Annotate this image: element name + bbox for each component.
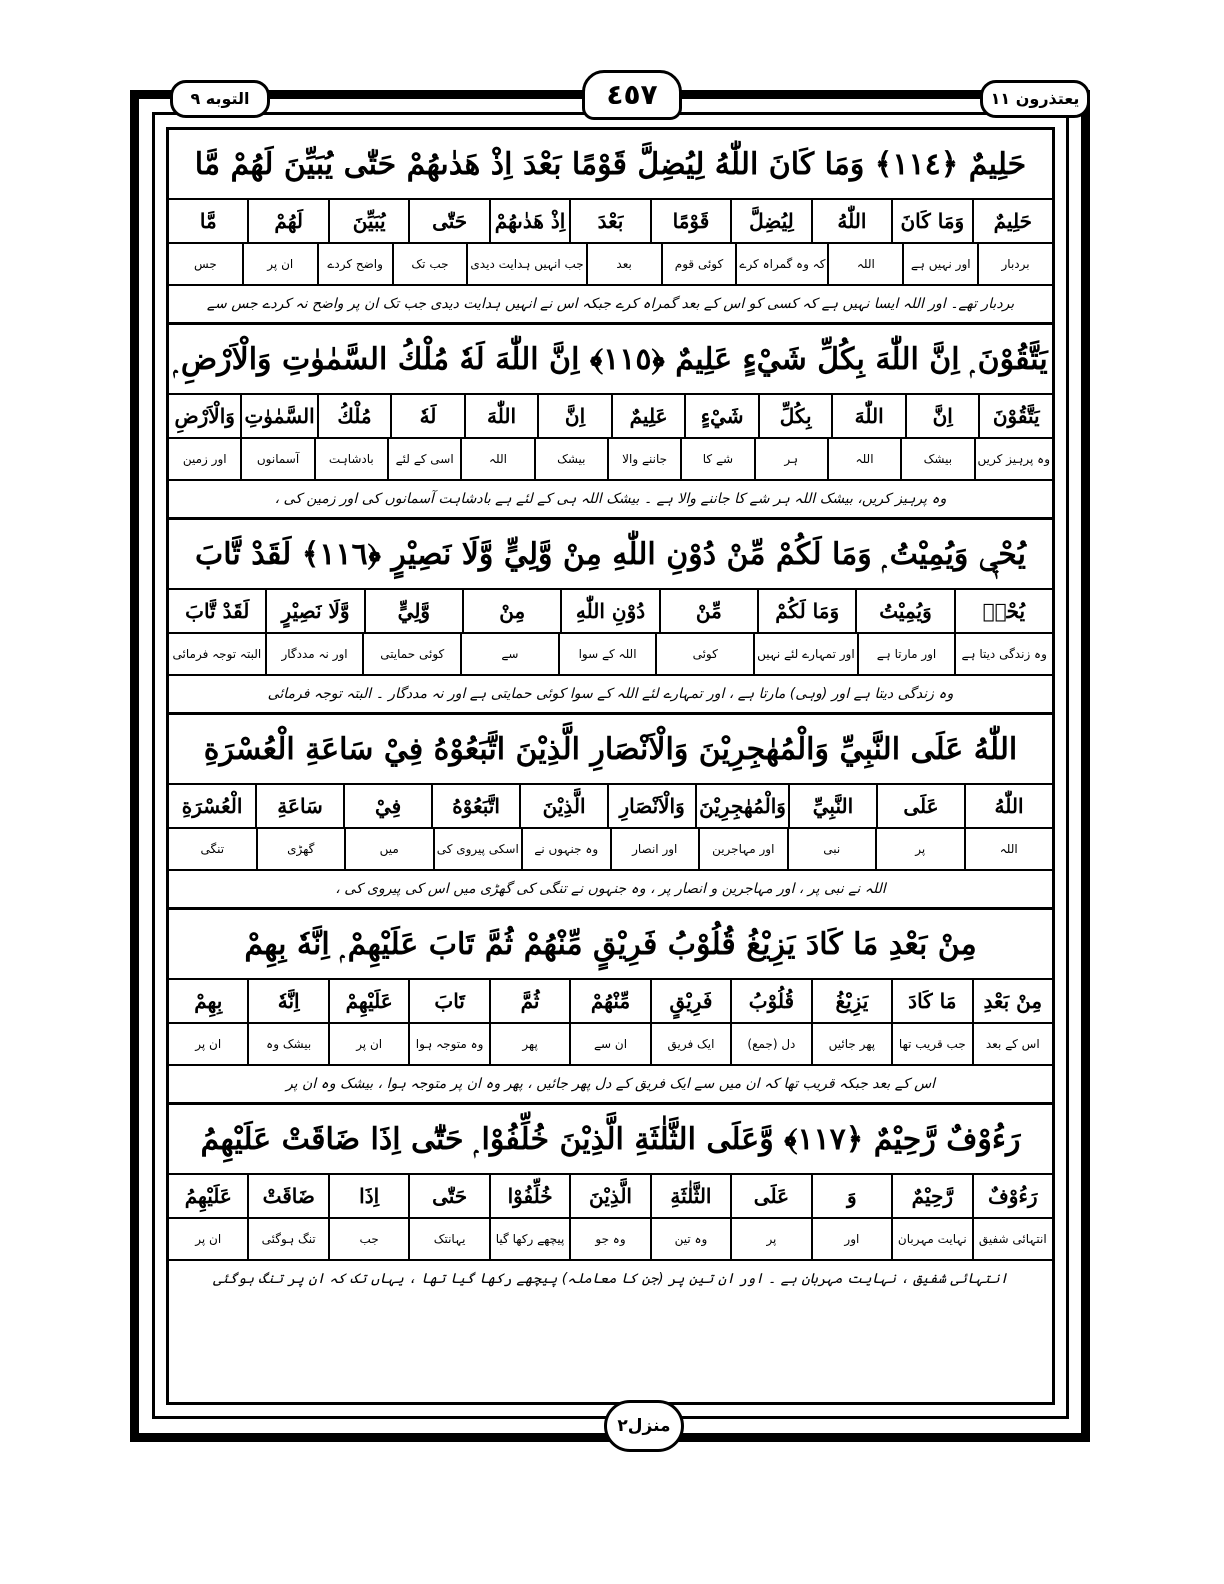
word-meaning: اسی کے لئے: [387, 439, 460, 479]
word-meaning: تنگی: [200, 842, 225, 856]
word-meaning: اور زمین: [182, 452, 227, 466]
word-row: [169, 590, 1052, 634]
word-row: [169, 200, 1052, 244]
urdu-translation: انتہائی شفیق ، نہایت مہربان ہے ۔ اور ان تین پر (جن کا معاملہ) پیچھے رکھا گیا تھا ، یہاں تک کہ ان پر تنگ ہوگئی: [213, 1271, 1008, 1287]
word-meaning: پیچھے رکھا گیا: [489, 1219, 569, 1259]
word-meaning: بردبار: [977, 244, 1052, 284]
word-meaning: وہ زندگی دیتا ہے: [954, 634, 1052, 674]
arabic-word: قَوْمًا: [650, 200, 730, 242]
arabic-word: فِيْ: [343, 785, 431, 827]
arabic-word: اِذَا: [328, 1175, 408, 1217]
word-meaning: اللہ: [827, 439, 900, 479]
word-meaning: البتہ توجہ فرمائی: [172, 647, 262, 661]
arabic-word: حَلِيمٌ: [972, 200, 1052, 242]
word-meaning: وہ تین: [650, 1219, 730, 1259]
word-meaning: اس کے بعد: [972, 1024, 1052, 1064]
arabic-verse-line: اللّٰهُ عَلَى النَّبِيِّ وَالْمُهٰجِرِيْنَ وَالْاَنْصَارِ الَّذِيْنَ اتَّبَعُوْهُ فِيْ سَاعَةِ الْعُسْرَةِ: [169, 715, 1052, 785]
word-meaning: یہانتک: [408, 1219, 488, 1259]
verse-block: [169, 130, 1052, 325]
arabic-word: قُلُوْبُ: [730, 980, 810, 1022]
word-meaning: جب قریب تھا: [891, 1024, 971, 1064]
arabic-verse-line: رَءُوْفٌ رَّحِيْمٌ ﴿١١٧﴾ وَّعَلَى الثَّلٰثَةِ الَّذِيْنَ خُلِّفُوْا ۭ حَتّٰٓى اِذَا ضَاقَتْ عَلَيْهِمُ: [169, 1105, 1052, 1175]
arabic-word: اِنَّهٗ: [247, 980, 327, 1022]
word-meaning: ہر: [754, 439, 827, 479]
word-meaning: وہ پرہیز کریں: [974, 439, 1053, 479]
word-meaning: بیشک وہ: [247, 1024, 327, 1064]
word-meaning: بعد: [586, 244, 661, 284]
word-meaning: اللہ: [827, 244, 902, 284]
word-meaning: گھڑی: [256, 829, 345, 869]
word-meaning: ان پر: [328, 1024, 408, 1064]
word-meaning: اور: [811, 1219, 891, 1259]
word-meaning: پھر: [489, 1024, 569, 1064]
arabic-word: وَالْاَنْصَارِ: [607, 785, 695, 827]
word-meaning: پر: [730, 1219, 810, 1259]
word-meaning: وہ متوجہ ہوا: [408, 1024, 488, 1064]
arabic-word: النَّبِيِّ: [788, 785, 876, 827]
arabic-verse-line: حَلِيمٌ ﴿١١٤﴾ وَمَا كَانَ اللّٰهُ لِيُضِلَّ قَوْمًا بَعْدَ اِذْ هَدٰىهُمْ حَتّٰى يُبَيِّنَ لَهُمْ مَّا: [169, 130, 1052, 200]
arabic-word: الَّذِيْنَ: [569, 1175, 649, 1217]
arabic-word: مِنْ: [462, 590, 560, 632]
word-meaning: جب تک: [392, 244, 467, 284]
arabic-word: لَقَدْ تَّابَ: [185, 599, 250, 623]
word-row: [169, 785, 1052, 829]
arabic-word: مِّنْهُمْ: [569, 980, 649, 1022]
word-meaning: بادشاہت: [314, 439, 387, 479]
meaning-row: [169, 634, 1052, 676]
word-meaning: شے کا: [680, 439, 753, 479]
arabic-word: وَيُمِيْتُ: [855, 590, 953, 632]
word-meaning: ان پر: [195, 1232, 222, 1246]
verse-block: [169, 715, 1052, 910]
surah-label: التوبه ٩: [170, 80, 270, 118]
page-number: ٤٥٧: [582, 70, 682, 120]
arabic-word: بِهِمْ: [194, 989, 223, 1013]
word-meaning: اور تمہارے لئے نہیں: [753, 634, 857, 674]
arabic-word: تَابَ: [408, 980, 488, 1022]
arabic-word: دُوْنِ اللّٰهِ: [560, 590, 658, 632]
urdu-translation: بردبار تھے۔ اور اللہ ایسا نہیں ہے کہ کسی کو اس کے بعد گمراہ کرے جبکہ اس نے انہیں ہدایت دیدی جب تک ان پر واضح نہ کردے جس سے: [206, 296, 1015, 312]
arabic-word: الْعُسْرَةِ: [181, 794, 243, 818]
word-meaning: دل (جمع): [730, 1024, 810, 1064]
word-meaning: انتہائی شفیق: [972, 1219, 1052, 1259]
arabic-word: بَعْدَ: [569, 200, 649, 242]
arabic-word: اللّٰهُ: [964, 785, 1052, 827]
verse-block: [169, 325, 1052, 520]
urdu-translation: اس کے بعد جبکہ قریب تھا کہ ان میں سے ایک فریق کے دل پھر جائیں ، پھر وہ ان پر متوجہ ہوا ، بیشک وہ ان پر: [285, 1076, 936, 1092]
meaning-row: [169, 829, 1052, 871]
word-meaning: ایک فریق: [650, 1024, 730, 1064]
word-meaning: آسمانوں: [240, 439, 313, 479]
word-row: [169, 395, 1052, 439]
arabic-word: يَتَّقُوْنَ: [978, 395, 1052, 437]
arabic-word: وَمَا كَانَ: [891, 200, 971, 242]
arabic-word: وَ: [811, 1175, 891, 1217]
meaning-row: [169, 244, 1052, 286]
arabic-word: مِّنْ: [659, 590, 757, 632]
urdu-translation: اللہ نے نبی پر ، اور مہاجرین و انصار پر ، وہ جنہوں نے تنگی کی گھڑی میں اس کی پیروی کی ،: [335, 881, 886, 897]
word-meaning: اللہ: [964, 829, 1053, 869]
arabic-word: شَيْءٍ: [684, 395, 758, 437]
word-meaning: اور نہیں ہے: [902, 244, 977, 284]
urdu-translation: وہ زندگی دیتا ہے اور (وہی) مارتا ہے ، اور تمہارے لئے اللہ کے سوا کوئی حمایتی ہے اور نہ مددگار ۔ البتہ توجہ فرمائی: [267, 686, 954, 702]
verse-content: [166, 127, 1055, 1405]
arabic-word: يَزِيْغُ: [811, 980, 891, 1022]
word-meaning: تنگ ہوگئی: [247, 1219, 327, 1259]
arabic-word: اِنَّ: [537, 395, 611, 437]
meaning-row: [169, 439, 1052, 481]
arabic-word: اللّٰهُ: [811, 200, 891, 242]
arabic-word: وَالْاَرْضِ: [174, 404, 235, 428]
word-meaning: اللہ: [460, 439, 533, 479]
arabic-word: اتَّبَعُوْهُ: [431, 785, 519, 827]
meaning-row: [169, 1219, 1052, 1261]
word-meaning: اسکی پیروی کی: [433, 829, 522, 869]
word-meaning: وہ جنہوں نے: [521, 829, 610, 869]
arabic-word: وَالْمُهٰجِرِيْنَ: [695, 785, 788, 827]
word-meaning: کوئی قوم: [661, 244, 736, 284]
arabic-word: رَّحِيْمٌ: [891, 1175, 971, 1217]
word-meaning: پھر جائیں: [811, 1024, 891, 1064]
arabic-word: لَهُمْ: [247, 200, 327, 242]
arabic-word: رَءُوْفٌ: [972, 1175, 1052, 1217]
word-meaning: میں: [344, 829, 433, 869]
arabic-word: لَهٗ: [390, 395, 464, 437]
word-meaning: جب انہیں ہدایت دیدی: [466, 244, 585, 284]
urdu-translation: وہ پرہیز کریں، بیشک اللہ ہر شے کا جاننے والا ہے ۔ بیشک اللہ ہی کے لئے ہے بادشاہت آسمانوں کی اور زمین کی ،: [274, 491, 947, 507]
arabic-word: حَتّٰى: [408, 1175, 488, 1217]
arabic-word: اِذْ هَدٰىهُمْ: [489, 200, 569, 242]
word-meaning: وہ جو: [569, 1219, 649, 1259]
word-meaning: جاننے والا: [607, 439, 680, 479]
arabic-word: عَلَيْهِمْ: [328, 980, 408, 1022]
word-row: [169, 980, 1052, 1024]
meaning-row: [169, 1024, 1052, 1066]
word-meaning: ان سے: [569, 1024, 649, 1064]
arabic-word: ضَاقَتْ: [247, 1175, 327, 1217]
arabic-word: اِنَّ: [905, 395, 979, 437]
word-meaning: بیشک: [534, 439, 607, 479]
word-meaning: کوئی: [655, 634, 753, 674]
arabic-word: وَّلِيٍّ: [364, 590, 462, 632]
arabic-word: عَلَى: [730, 1175, 810, 1217]
arabic-word: الثَّلٰثَةِ: [650, 1175, 730, 1217]
arabic-word: خُلِّفُوْا: [489, 1175, 569, 1217]
arabic-word: لِيُضِلَّ: [730, 200, 810, 242]
word-meaning: نہایت مہربان: [891, 1219, 971, 1259]
verse-block: [169, 910, 1052, 1105]
verse-block: [169, 520, 1052, 715]
arabic-word: اللّٰهَ: [831, 395, 905, 437]
arabic-word: مَا كَادَ: [891, 980, 971, 1022]
word-meaning: بیشک: [900, 439, 973, 479]
arabic-word: عَلَى: [876, 785, 964, 827]
arabic-word: ثُمَّ: [489, 980, 569, 1022]
word-meaning: جس: [194, 257, 217, 271]
word-meaning: اور مہاجرین: [698, 829, 787, 869]
arabic-word: وَمَا لَكُمْ: [757, 590, 855, 632]
word-meaning: کوئی حمایتی: [362, 634, 460, 674]
arabic-word: سَاعَةِ: [255, 785, 343, 827]
word-meaning: اور مارتا ہے: [857, 634, 955, 674]
arabic-verse-line: يُحْيٖ وَيُمِيْتُ ۭ وَمَا لَكُمْ مِّنْ دُوْنِ اللّٰهِ مِنْ وَّلِيٍّ وَّلَا نَصِيْرٍ ﴿١١٦﴾ لَقَدْ تَّابَ: [169, 520, 1052, 590]
arabic-word: يُبَيِّنَ: [328, 200, 408, 242]
word-meaning: نبی: [787, 829, 876, 869]
arabic-word: مَّا: [199, 209, 217, 233]
arabic-word: وَّلَا نَصِيْرٍ: [265, 590, 363, 632]
word-meaning: ان پر: [195, 1037, 222, 1051]
arabic-verse-line: يَتَّقُوْنَ ۭ اِنَّ اللّٰهَ بِكُلِّ شَيْءٍ عَلِيمٌ ﴿١١٥﴾ اِنَّ اللّٰهَ لَهٗ مُلْكُ السَّمٰوٰتِ وَالْاَرْضِ ۭ: [169, 325, 1052, 395]
verse-block: [169, 1105, 1052, 1297]
word-meaning: اور انصار: [610, 829, 699, 869]
word-meaning: اور نہ مددگار: [265, 634, 363, 674]
arabic-word: يُحْيٖ: [954, 590, 1052, 632]
word-meaning: اللہ کے سوا: [558, 634, 656, 674]
word-meaning: واضح کردے: [317, 244, 392, 284]
manzil-label: منزل٢: [604, 1400, 684, 1452]
arabic-word: اللّٰهَ: [464, 395, 538, 437]
arabic-word: مِنْ بَعْدِ: [972, 980, 1052, 1022]
word-row: [169, 1175, 1052, 1219]
arabic-word: بِكُلِّ: [758, 395, 832, 437]
arabic-word: عَلِيمٌ: [611, 395, 685, 437]
word-meaning: جب: [328, 1219, 408, 1259]
arabic-word: السَّمٰوٰتِ: [240, 395, 316, 437]
arabic-word: فَرِيْقٍ: [650, 980, 730, 1022]
word-meaning: پر: [875, 829, 964, 869]
word-meaning: سے: [460, 634, 558, 674]
word-meaning: کہ وہ گمراہ کرے: [735, 244, 827, 284]
arabic-word: عَلَيْهِمُ: [184, 1184, 232, 1208]
word-meaning: ان پر: [242, 244, 317, 284]
arabic-word: حَتّٰى: [408, 200, 488, 242]
juz-label: یعتذرون ١١: [980, 80, 1090, 118]
arabic-word: الَّذِيْنَ: [519, 785, 607, 827]
arabic-word: مُلْكُ: [317, 395, 391, 437]
arabic-verse-line: مِنْ بَعْدِ مَا كَادَ يَزِيْغُ قُلُوْبُ فَرِيْقٍ مِّنْهُمْ ثُمَّ تَابَ عَلَيْهِمْ ۭ اِنَّهٗ بِهِمْ: [169, 910, 1052, 980]
